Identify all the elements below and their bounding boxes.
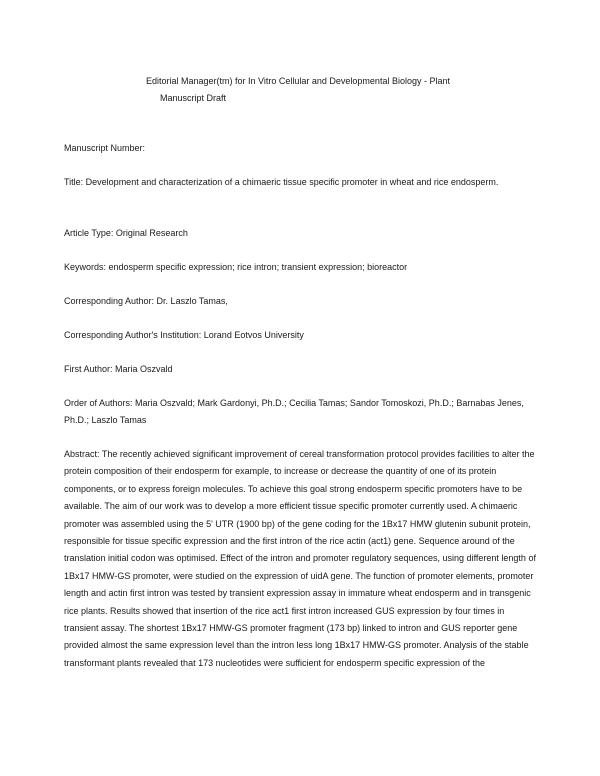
header-title: Editorial Manager(tm) for In Vitro Cellular and Developmental Biology - Plant [146,76,450,86]
article-type: Article Type: Original Research [64,228,188,238]
header-subtitle: Manuscript Draft [160,93,227,103]
corresponding-author: Corresponding Author: Dr. Laszlo Tamas, [64,296,228,306]
manuscript-number: Manuscript Number: [64,143,146,153]
first-author: First Author: Maria Oszvald [64,364,173,374]
corresponding-institution: Corresponding Author's Institution: Lorand Eotvos University [64,330,304,340]
abstract: Abstract: The recently achieved significant improvement of cereal transformation protocol provides facilities to alter the protein composition of their endosperm for example, to increase or decrease the quantity of one of its protein components, or to express foreign molecules. To achieve this goal strong endosperm specific promoters have to be available. The aim of our work was to develop a more efficient tissue specific promoter currently used. A chimaeric promoter was assembled using the 5' UTR (1900 bp) of the gene coding for the 1Bx17 HMW glutenin subunit protein, responsible for tissue specific expression and the first intron of the rice actin (act1) gene. Sequence around of the translation initial codon was optimised. Effect of the intron and promoter regulatory sequences, using different length of 1Bx17 HMW-GS promoter, were studied on the expression of uidA gene. The function of promoter elements, promoter length and actin first intron was tested by transient expression assay in immature wheat endosperm and in transgenic rice plants. Results showed that insertion of the rice act1 first intron increased GUS expression by four times in transient assay. The shortest 1Bx17 HMW-GS promoter fragment (173 bp) linked to intron and GUS reporter gene provided almost the same expression level than the intron less long 1Bx17 HMW-GS promoter. Analysis of the stable transformant plants revealed that 173 nucleotides were sufficient for endosperm specific expression of the [64,449,536,668]
manuscript-title: Title: Development and characterization of a chimaeric tissue specific promoter in wheat and rice endosperm. [64,177,499,187]
order-of-authors: Order of Authors: Maria Oszvald; Mark Gardonyi, Ph.D.; Cecilia Tamas; Sandor Tomoskozi, Ph.D.; Barnabas Jenes, Ph.D.; Laszlo Tamas [64,398,524,425]
keywords: Keywords: endosperm specific expression; rice intron; transient expression; bioreactor [64,262,408,272]
